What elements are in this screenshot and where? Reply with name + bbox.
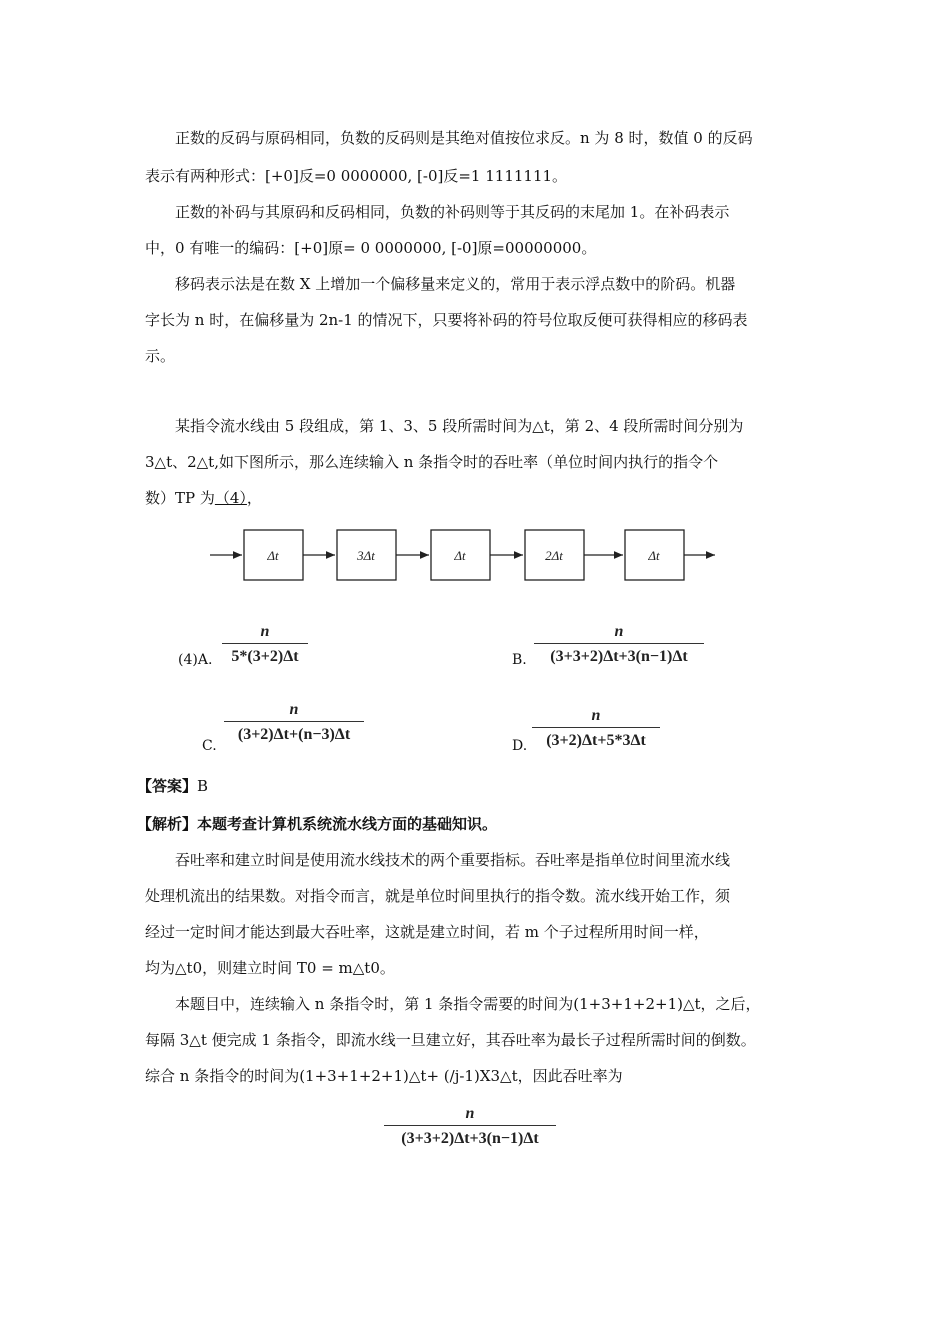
analysis-para1-line4: 均为△t0，则建立时间 T0 = m△t0。	[145, 959, 395, 977]
pipeline-stage-1-label: Δt	[267, 548, 279, 563]
option-d-fraction	[532, 706, 660, 752]
option-d-numerator: n	[591, 707, 601, 724]
final-throughput-fraction	[384, 1104, 556, 1150]
analysis-para1-line2: 处理机流出的结果数。对指令而言，就是单位时间里执行的指令数。流水线开始工作，须	[145, 887, 731, 905]
question-line3-suffix: ，	[246, 489, 262, 507]
question-line2: 3△t、2△t,如下图所示，那么连续输入 n 条指令时的吞吐率（单位时间内执行的指令个	[145, 453, 719, 471]
pipeline-stage-5-label: Δt	[648, 548, 660, 563]
paragraph-offset-code-line2: 字长为 n 时，在偏移量为 2n-1 的情况下，只要将补码的符号位取反便可获得相应的移码表	[145, 311, 748, 329]
option-b-fraction-bar	[534, 643, 704, 644]
analysis-heading	[137, 806, 817, 842]
option-d-denominator: (3+2)Δt+5*3Δt	[546, 732, 646, 749]
answer-value: B	[197, 777, 209, 795]
option-b-fraction	[534, 622, 704, 668]
paragraph-twos-complement-line1: 正数的补码与其原码和反码相同，负数的补码则等于其反码的末尾加 1。在补码表示	[175, 203, 730, 221]
option-c-numerator: n	[289, 701, 299, 718]
analysis-para2-line1: 本题目中，连续输入 n 条指令时，第 1 条指令需要的时间为(1+3+1+2+1)△t，之后，	[175, 995, 761, 1013]
answer-line	[137, 768, 817, 804]
question-line3	[145, 480, 825, 516]
analysis-para1-line1: 吞吐率和建立时间是使用流水线技术的两个重要指标。吞吐率是指单位时间里流水线	[175, 851, 731, 869]
paragraph-ones-complement-line2: 表示有两种形式：[+0]反=0 0000000, [-0]反=1 1111111。	[145, 167, 568, 185]
answer-label: 【答案】	[137, 777, 198, 795]
analysis-para2-line3: 综合 n 条指令的时间为(1+3+1+2+1)△t+ (/j-1)X3△t，因此吞吐率为	[145, 1067, 623, 1085]
question-line1: 某指令流水线由 5 段组成，第 1、3、5 段所需时间为△t，第 2、4 段所需时间分别为	[175, 417, 744, 435]
option-b-label: B.	[512, 652, 527, 668]
pipeline-stage-3-label: Δt	[454, 548, 466, 563]
option-d-label: D.	[512, 738, 528, 754]
paragraph-offset-code-line1: 移码表示法是在数 X 上增加一个偏移量来定义的，常用于表示浮点数中的阶码。机器	[175, 275, 736, 293]
pipeline-stage-2-label: 3Δt	[357, 548, 375, 563]
pipeline-diagram	[205, 525, 725, 590]
analysis-summary: 本题考查计算机系统流水线方面的基础知识。	[197, 815, 498, 833]
question-line3-prefix: 数）TP 为	[145, 489, 215, 507]
option-b-numerator: n	[614, 623, 624, 640]
analysis-label: 【解析】	[137, 815, 198, 833]
paragraph-offset-code-line3: 示。	[145, 347, 176, 365]
option-c-label: C.	[202, 738, 217, 754]
option-c-fraction	[224, 700, 364, 746]
pipeline-stage-4-label: 2Δt	[545, 548, 563, 563]
option-c-denominator: (3+2)Δt+(n−3)Δt	[237, 726, 351, 743]
option-c-fraction-bar	[224, 721, 364, 722]
option-a-numerator: n	[260, 623, 270, 640]
option-a-denominator: 5*(3+2)Δt	[231, 648, 299, 665]
option-b-denominator: (3+3+2)Δt+3(n−1)Δt	[550, 648, 688, 665]
paragraph-twos-complement-line2: 中，0 有唯一的编码：[+0]原= 0 0000000, [-0]原=00000000。	[145, 239, 597, 257]
question-blank: （4）	[214, 489, 247, 507]
final-fraction-bar	[384, 1125, 556, 1126]
paragraph-ones-complement-line1: 正数的反码与原码相同，负数的反码则是其绝对值按位求反。n 为 8 时，数值 0 的反码	[175, 129, 753, 147]
option-d-fraction-bar	[532, 727, 660, 728]
analysis-para1-line3: 经过一定时间才能达到最大吞吐率，这就是建立时间，若 m 个子过程所用时间一样，	[145, 923, 709, 941]
option-a-label: (4)A.	[178, 652, 213, 668]
final-numerator: n	[465, 1105, 475, 1122]
analysis-para2-line2: 每隔 3△t 便完成 1 条指令，即流水线一旦建立好，其吞吐率为最长子过程所需时间的倒数。	[145, 1031, 756, 1049]
option-a-fraction	[222, 622, 308, 668]
final-denominator: (3+3+2)Δt+3(n−1)Δt	[401, 1130, 539, 1147]
option-a-fraction-bar	[222, 643, 308, 644]
